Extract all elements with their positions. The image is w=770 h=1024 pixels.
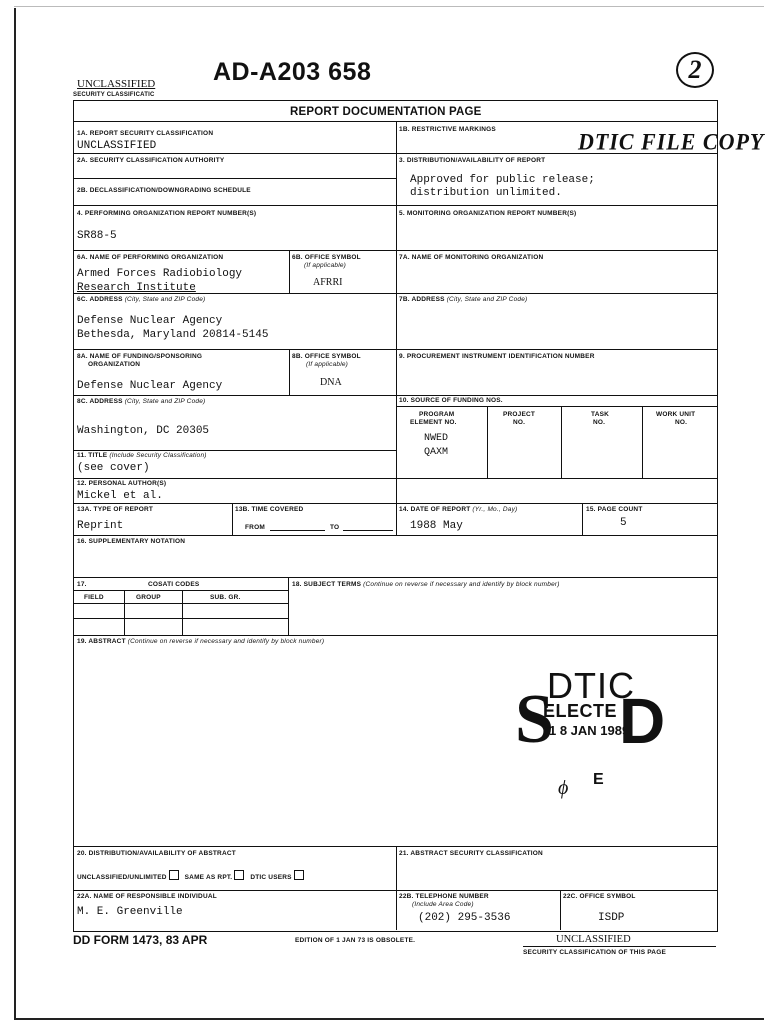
split-18: [288, 577, 289, 635]
rule-3: [74, 250, 717, 251]
stamp-electe: ELECTE: [543, 701, 618, 721]
label-13b: 13B. TIME COVERED: [235, 506, 304, 513]
value-11: (see cover): [77, 462, 150, 474]
value-6b: AFRRI: [313, 277, 343, 288]
rule-12: [74, 635, 717, 636]
label-8a: 8A. NAME OF FUNDING/SPONSORING: [77, 353, 203, 360]
handwritten-mark-text: 2: [688, 55, 702, 84]
center-split: [396, 122, 397, 536]
value-3-line1: Approved for public release;: [410, 174, 595, 186]
form-title: REPORT DOCUMENTATION PAGE: [290, 106, 482, 118]
checkbox-dtic-users[interactable]: [294, 870, 304, 880]
rule-14: [74, 890, 717, 891]
value-10-program-2: QAXM: [424, 447, 449, 458]
label-19-text: 19. ABSTRACT: [77, 638, 126, 645]
value-8b: DNA: [320, 377, 342, 388]
value-22c: ISDP: [598, 912, 625, 924]
stamp-dtic: DTIC: [547, 665, 635, 706]
label-12: 12. PERSONAL AUTHOR(S): [77, 480, 167, 487]
col-task-2: NO.: [593, 419, 606, 426]
label-13b-to: TO: [330, 524, 340, 531]
stamp-e: E: [593, 771, 604, 788]
label-15: 15. PAGE COUNT: [586, 506, 643, 513]
split-13b: [232, 503, 233, 535]
col-task: TASK: [591, 411, 610, 418]
opt-same-as-rpt: SAME AS RPT.: [184, 874, 233, 881]
split-6b: [289, 250, 290, 293]
value-4: SR88-5: [77, 230, 117, 242]
label-1a: 1A. REPORT SECURITY CLASSIFICATION: [77, 130, 214, 137]
col-program: PROGRAM: [419, 411, 455, 418]
value-8c: Washington, DC 20305: [77, 425, 210, 437]
label-13b-from: FROM: [245, 524, 265, 531]
label-6c-text: 6C. ADDRESS: [77, 296, 123, 303]
col-project-2: NO.: [513, 419, 526, 426]
label-7b-text: 7B. ADDRESS: [399, 296, 445, 303]
value-6c-line1: Defense Nuclear Agency: [77, 315, 223, 327]
label-1b: 1B. RESTRICTIVE MARKINGS: [399, 126, 496, 133]
rule-13b-from: [270, 530, 325, 531]
stamp-d: D: [619, 685, 666, 757]
label-8c-text: 8C. ADDRESS: [77, 398, 123, 405]
label-5: 5. MONITORING ORGANIZATION REPORT NUMBER(S): [399, 210, 577, 217]
bottom-classification: UNCLASSIFIED: [556, 934, 631, 945]
note-22b-text: (Include Area Code): [412, 901, 474, 908]
label-13a: 13A. TYPE OF REPORT: [77, 506, 154, 513]
split-21: [396, 846, 397, 930]
split-10-project: [487, 406, 488, 478]
rule-7: [74, 450, 396, 451]
label-7b: [399, 296, 527, 304]
rule-10-top: [397, 406, 717, 407]
note-11: (Include Security Classification): [109, 452, 207, 459]
col-project: PROJECT: [503, 411, 536, 418]
rule-17-c: [74, 618, 288, 619]
rule-9: [74, 503, 717, 504]
note-8c: (City, State and ZIP Code): [124, 398, 206, 405]
opt-dtic-users: DTIC USERS: [250, 874, 292, 881]
note-8b-text: (If applicable): [306, 361, 349, 368]
value-6a-line2: Research Institute: [77, 282, 196, 294]
value-22a: M. E. Greenville: [77, 906, 183, 918]
split-15: [582, 503, 583, 535]
label-9: 9. PROCUREMENT INSTRUMENT IDENTIFICATION NUMBER: [399, 353, 595, 360]
label-20: 20. DISTRIBUTION/AVAILABILITY OF ABSTRACT: [77, 850, 236, 857]
label-17: 17.: [77, 581, 87, 588]
label-21: 21. ABSTRACT SECURITY CLASSIFICATION: [399, 850, 543, 857]
label-4: 4. PERFORMING ORGANIZATION REPORT NUMBER(S): [77, 210, 257, 217]
label-14-text: 14. DATE OF REPORT: [399, 506, 471, 513]
note-22b: [412, 901, 474, 909]
split-17-subgr: [182, 590, 183, 635]
label-17-title: COSATI CODES: [148, 581, 200, 588]
label-7a: 7A. NAME OF MONITORING ORGANIZATION: [399, 254, 544, 261]
label-19: [77, 638, 324, 646]
value-15: 5: [620, 517, 627, 529]
note-18: (Continue on reverse if necessary and identify by block number): [363, 581, 560, 588]
checkbox-same-as-rpt[interactable]: [234, 870, 244, 880]
label-8a-line2: ORGANIZATION: [88, 361, 141, 368]
handwritten-circle-mark: [676, 52, 714, 88]
label-6c: [77, 296, 205, 304]
stamp-handwritten-b: ϕ: [558, 777, 569, 799]
file-copy-stamp: DTIC FILE COPY: [578, 128, 765, 155]
label-8c: [77, 398, 205, 406]
dtic-electe-stamp: [515, 665, 666, 799]
opt-unclassified-unlimited: UNCLASSIFIED/UNLIMITED: [77, 874, 167, 881]
scan-bottom-edge: [14, 1018, 764, 1020]
rule-11: [74, 577, 717, 578]
label-2a: 2A. SECURITY CLASSIFICATION AUTHORITY: [77, 157, 225, 164]
rule-13b-to: [343, 530, 393, 531]
accession-number: AD-A203 658: [213, 58, 372, 86]
checkbox-unclassified-unlimited[interactable]: [169, 870, 179, 880]
col-work-2: NO.: [675, 419, 688, 426]
scan-top-edge: [14, 6, 764, 7]
rule-6: [74, 395, 717, 396]
note-8b: [306, 361, 348, 369]
note-6c: (City, State and ZIP Code): [124, 296, 206, 303]
col-work: WORK UNIT: [656, 411, 696, 418]
security-classification-page: SECURITY CLASSIFICATION OF THIS PAGE: [523, 949, 666, 956]
rule-2: [74, 205, 717, 206]
label-3: 3. DISTRIBUTION/AVAILABILITY OF REPORT: [399, 157, 546, 164]
note-6b-text: (If applicable): [304, 262, 347, 269]
rule-5: [74, 349, 717, 350]
edition-note: EDITION OF 1 JAN 73 IS OBSOLETE.: [295, 937, 416, 944]
label-18-text: 18. SUBJECT TERMS: [292, 581, 362, 588]
label-6a: 6A. NAME OF PERFORMING ORGANIZATION: [77, 254, 224, 261]
rule-17-a: [74, 590, 288, 591]
security-classification-label: SECURITY CLASSIFICATIC: [73, 92, 155, 98]
value-6a-line1: Armed Forces Radiobiology: [77, 268, 243, 280]
label-11-text: 11. TITLE: [77, 452, 108, 459]
rule-10: [74, 535, 717, 536]
label-22b: 22B. TELEPHONE NUMBER: [399, 893, 489, 900]
value-1a: UNCLASSIFIED: [77, 140, 157, 152]
label-10: 10. SOURCE OF FUNDING NOS.: [399, 397, 503, 404]
rule-8: [74, 478, 717, 479]
rule-4: [74, 293, 717, 294]
rule-footer: [523, 946, 716, 947]
label-11: [77, 452, 207, 460]
value-10-program-1: NWED: [424, 433, 449, 444]
split-22c: [560, 890, 561, 930]
col-group: GROUP: [136, 594, 161, 601]
note-7b: (City, State and ZIP Code): [446, 296, 528, 303]
label-16: 16. SUPPLEMENTARY NOTATION: [77, 538, 186, 545]
note-19: (Continue on reverse if necessary and identify by block number): [127, 638, 325, 645]
value-3-line2: distribution unlimited.: [410, 187, 562, 199]
options-20: [77, 870, 308, 882]
col-field: FIELD: [84, 594, 104, 601]
rule-17-b: [74, 603, 288, 604]
form-id: DD FORM 1473, 83 APR: [73, 933, 208, 947]
scan-left-edge: [14, 8, 16, 1020]
label-22c: 22C. OFFICE SYMBOL: [563, 893, 636, 900]
label-8b: 8B. OFFICE SYMBOL: [292, 353, 361, 360]
value-6c-line2: Bethesda, Maryland 20814-5145: [77, 329, 269, 341]
label-2b: 2B. DECLASSIFICATION/DOWNGRADING SCHEDULE: [77, 187, 251, 194]
split-10-task: [561, 406, 562, 478]
col-program-2: ELEMENT NO.: [410, 419, 457, 426]
rule-1: [74, 153, 717, 154]
label-18: [292, 581, 560, 589]
split-10-work: [642, 406, 643, 478]
split-17-group: [124, 590, 125, 635]
top-classification: UNCLASSIFIED: [77, 78, 156, 90]
value-8a: Defense Nuclear Agency: [77, 380, 223, 392]
label-6b: 6B. OFFICE SYMBOL: [292, 254, 361, 261]
col-subgr: SUB. GR.: [210, 594, 241, 601]
note-14: (Yr., Mo., Day): [472, 506, 518, 513]
rule-2a: [74, 178, 396, 179]
label-14: [399, 506, 517, 514]
split-8b: [289, 349, 290, 395]
note-6b: [304, 262, 346, 270]
value-13a: Reprint: [77, 520, 124, 532]
value-14: 1988 May: [410, 520, 463, 532]
label-22a: 22A. NAME OF RESPONSIBLE INDIVIDUAL: [77, 893, 217, 900]
value-12: Mickel et al.: [77, 490, 163, 502]
stamp-s: S: [515, 681, 554, 758]
value-22b: (202) 295-3536: [418, 912, 511, 924]
stamp-date: 1 8 JAN 1989: [549, 723, 630, 738]
